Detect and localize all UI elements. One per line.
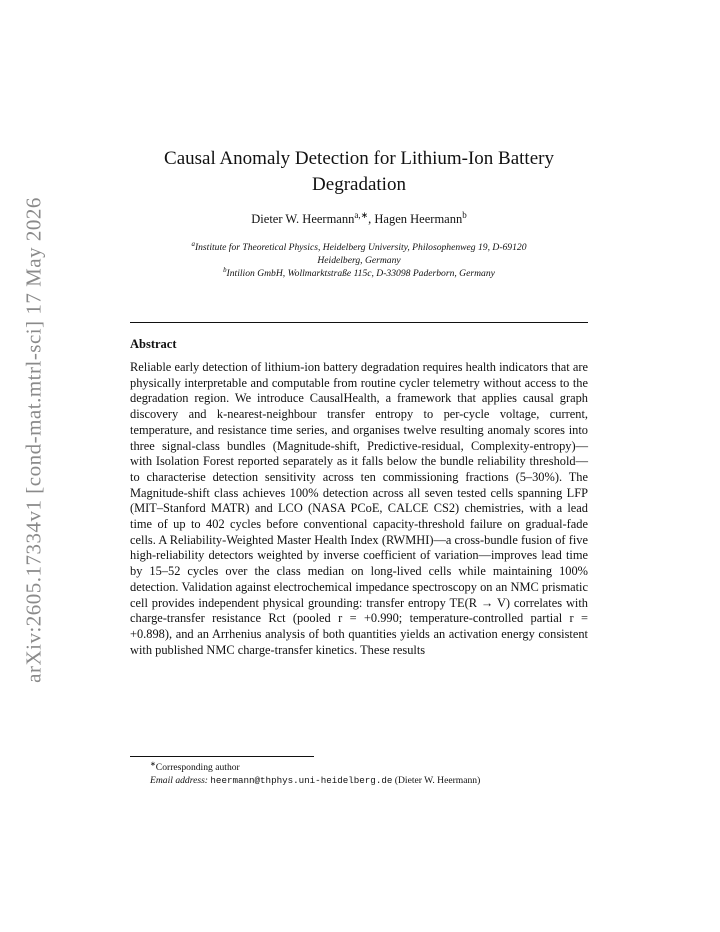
affiliation-b xyxy=(130,267,588,280)
footnote-rule xyxy=(130,756,314,757)
author-list xyxy=(130,209,588,227)
affiliations xyxy=(130,241,588,280)
arxiv-identifier: arXiv:2605.17334v1 [cond-mat.mtrl-sci] 17 May 2026 xyxy=(21,197,46,683)
affil-mark: b xyxy=(223,266,227,274)
abstract-body: Reliable early detection of lithium-ion battery degradation requires health indicators that are physically interpretable and computable from routine cycler telemetry without access to the degradation region. We introduce CausalHealth, a framework that applies causal graph discovery and k-nearest-neighbour transfer entropy to per-cycle voltage, current, temperature, and resistance time series, and organises twelve resulting anomaly scores into three signal-class bundles (Magnitude-shift, Predictive-residual, Complexity-entropy)—with Isolation Forest reported separately as it falls below the bundle reliability threshold—to characterise detection sensitivity across ten commissioning fractions (5–30%). The Magnitude-shift class achieves 100% detection across all seven tested cells spanning LFP (MIT–Stanford MATR) and LCO (NASA PCoE, CALCE CS2) chemistries, with a lead time of up to 402 cycles before conventional capacity-threshold failure on gradual-fade cells. A Reliability-Weighted Master Health Index (RWMHI)—a cross-bundle fusion of five high-reliability detectors weighted by inverse coefficient of variation—improves lead time by 15–52 cycles over the class median on long-lived cells while maintaining 100% detection. Validation against electrochemical impedance spectroscopy on an NMC prismatic cell provides independent physical grounding: transfer entropy TE(R → V) correlates with charge-transfer resistance Rct (pooled r = +0.990; temperature-controlled partial r = +0.898), and an Arrhenius analysis of both quantities yields an activation energy consistent with published NMC charge-transfer kinetics. These results xyxy=(130,360,588,657)
author-name: Dieter W. Heermann xyxy=(251,212,355,226)
email-owner: (Dieter W. Heermann) xyxy=(394,775,481,786)
title-line-1: Causal Anomaly Detection for Lithium-Ion Battery xyxy=(164,148,554,169)
footnotes xyxy=(150,761,590,787)
author-separator: , xyxy=(368,212,375,226)
footnote-mark: ∗ xyxy=(150,760,156,768)
paper-title xyxy=(130,146,588,198)
author-affil-mark: a,∗ xyxy=(354,209,369,220)
footnote-corresponding xyxy=(150,761,590,774)
affil-text: Institute for Theoretical Physics, Heidelberg University, Philosophenweg 19, D-69120 xyxy=(194,242,527,253)
abstract-heading: Abstract xyxy=(130,337,177,351)
email-label: Email address: xyxy=(150,775,209,786)
header-rule xyxy=(130,322,588,323)
arxiv-sidebar xyxy=(18,197,50,683)
affiliation-a xyxy=(130,241,588,254)
title-line-2: Degradation xyxy=(312,174,406,195)
affil-mark: a xyxy=(191,240,195,248)
author-affil-mark: b xyxy=(462,209,467,220)
affiliation-a-cont: Heidelberg, Germany xyxy=(317,255,401,266)
author-name: Hagen Heermann xyxy=(374,212,463,226)
affil-text: Intilion GmbH, Wollmarktstraße 115c, D-33098 Paderborn, Germany xyxy=(226,268,495,279)
footnote-email xyxy=(150,774,590,787)
email-link[interactable]: heermann@thphys.uni-heidelberg.de xyxy=(210,775,393,786)
footnote-text: Corresponding author xyxy=(155,762,240,773)
